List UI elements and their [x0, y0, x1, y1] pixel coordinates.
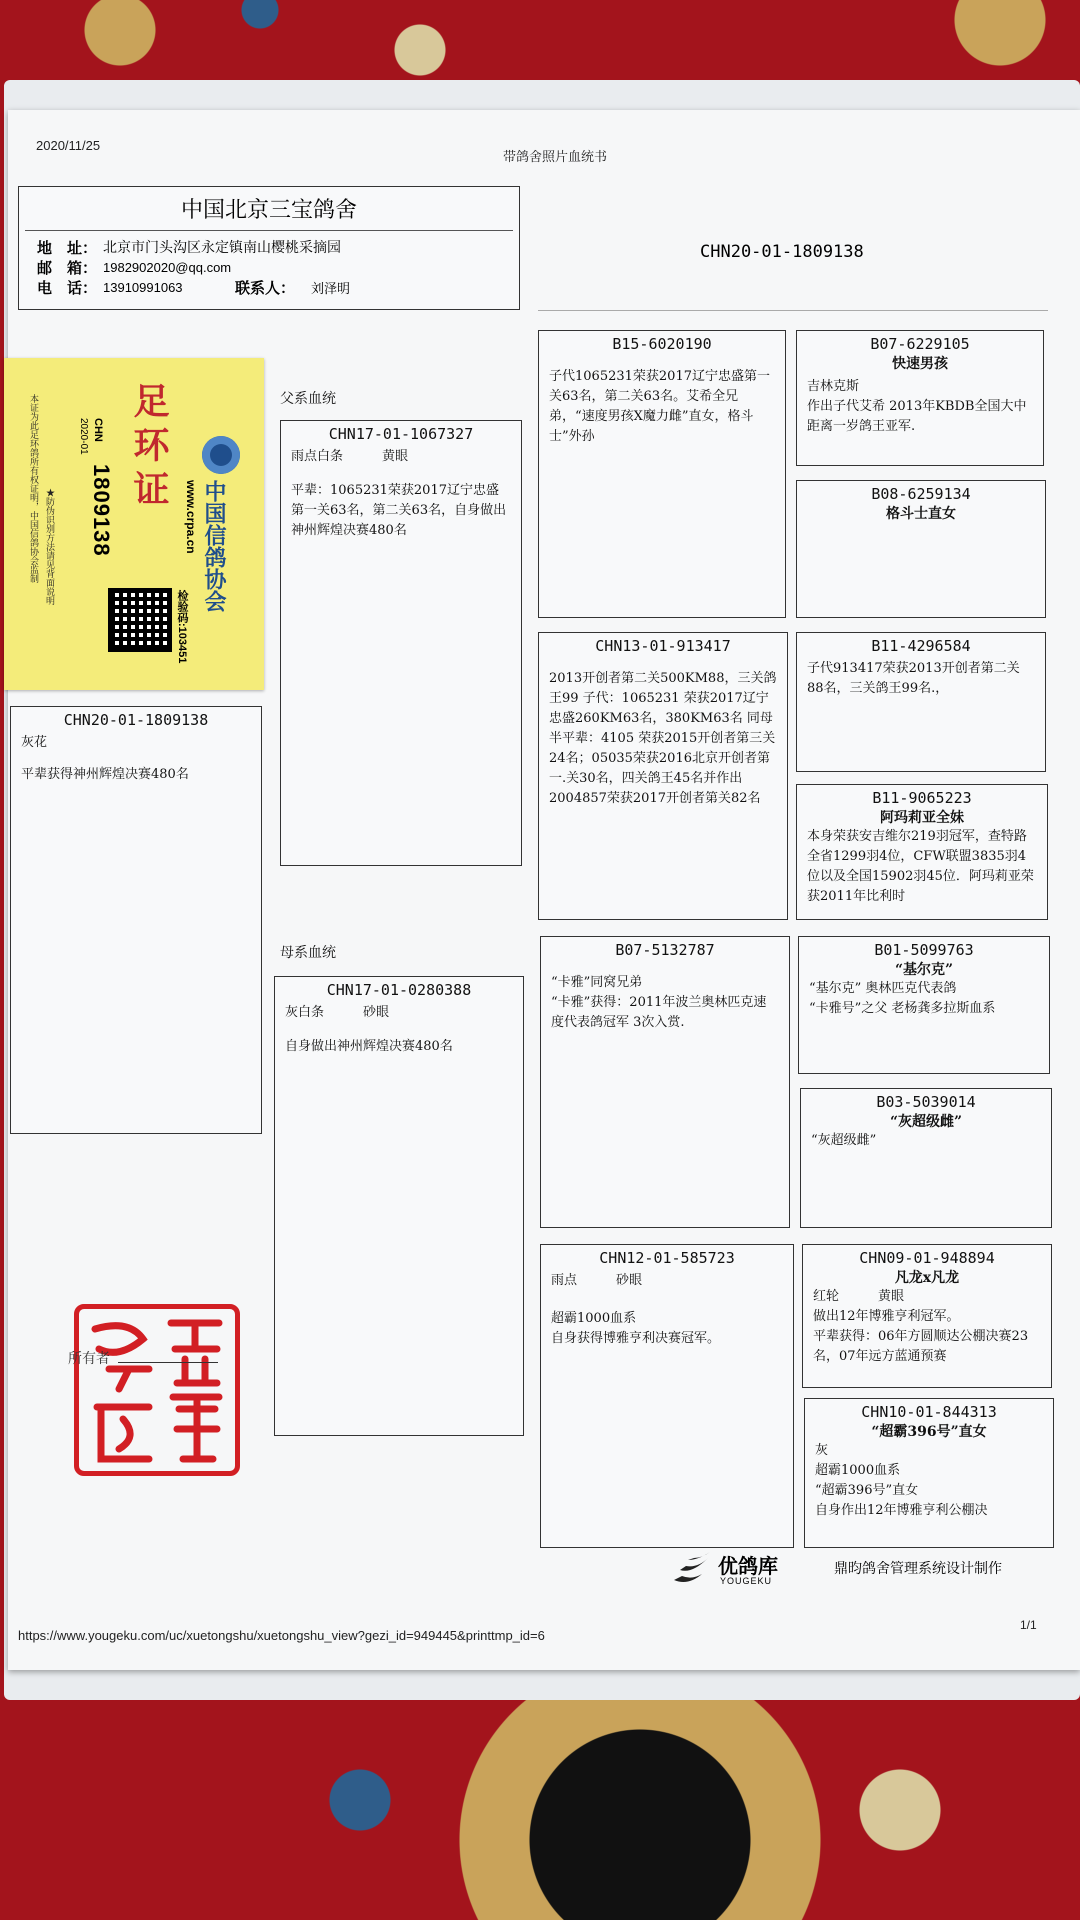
ring-prefix: CHN	[92, 418, 104, 442]
great-grandparent-name: 格斗士直女	[886, 506, 956, 522]
great-grandparent-text: 吉林克斯 作出子代艾希 2013年KBDB全国大中距离一岁鸽王亚军.	[807, 379, 1027, 434]
header-divider	[538, 310, 1048, 311]
source-url: https://www.yougeku.com/uc/xuetongshu/xuetongshu_view?gezi_id=949445&printtmp_id=6	[18, 1628, 545, 1643]
red-tablecloth-bottom	[0, 1690, 1080, 1920]
great-grandparent-name: 快速男孩	[892, 356, 948, 372]
ring-note-1: 本证为此足环鸽所有权证明，中国信鸽协会监制	[28, 394, 38, 583]
owner-label: 所有者	[68, 1351, 110, 1367]
subject-id: CHN20-01-1809138	[63, 711, 209, 729]
grandparent-box-2	[538, 632, 788, 920]
brand-name: 优鸽库	[718, 1554, 778, 1578]
great-grandparent-id: B01-5099763	[874, 941, 974, 959]
document-title: 带鸽舍照片血统书	[503, 149, 608, 164]
great-grandparent-id: B03-5039014	[876, 1093, 976, 1111]
print-date: 2020/11/25	[36, 138, 101, 153]
great-grandparent-name: 阿玛莉亚全妹	[880, 810, 964, 826]
ring-certificate-card	[4, 358, 264, 690]
phone-row	[19, 277, 519, 297]
dam-line-label: 母系血统	[280, 945, 336, 961]
great-grandparent-text: 红轮 黄眼 做出12年博雅亨利冠军。 平辈获得：06年方圆顺达公棚决赛23名，07年远方蓝通预赛	[813, 1289, 1029, 1364]
ring-note-2: ★防伪识别方法请见背面说明	[44, 488, 54, 605]
great-grandparent-text: “灰超级雌”	[811, 1133, 877, 1148]
grandparent-text: 子代1065231荣获2017辽宁忠盛第一关63名，第二关63名。艾希全兄弟，“速度男孩X魔力雌”直女，格斗士”外孙	[549, 369, 770, 444]
main-pigeon-id: CHN20-01-1809138	[700, 242, 864, 262]
loft-info-box	[18, 186, 520, 310]
phone-label: 电 话：	[37, 278, 98, 297]
grandparent-id: CHN12-01-585723	[599, 1249, 735, 1267]
great-grandparent-box-5	[798, 936, 1050, 1074]
ring-number: 1809138	[89, 464, 114, 557]
org-website: www.crpa.cn	[184, 480, 198, 554]
great-grandparent-name: “基尔克”	[894, 962, 954, 978]
great-grandparent-box-8	[804, 1398, 1054, 1548]
email-label: 邮 箱：	[37, 258, 98, 277]
subject-pigeon-box	[10, 706, 262, 1134]
great-grandparent-box-2	[796, 480, 1046, 618]
grandparent-id: B07-5132787	[615, 941, 715, 959]
pedigree-paper	[8, 110, 1080, 1670]
great-grandparent-text	[797, 523, 1045, 531]
grandparent-box-4	[540, 1244, 794, 1548]
contact-value: 刘泽明	[311, 281, 351, 297]
email-row	[19, 257, 519, 277]
grandparent-color: 雨点 砂眼	[551, 1273, 643, 1288]
yougeku-logo-icon	[668, 1550, 714, 1590]
ring-year: 2020-01	[78, 418, 89, 455]
grandparent-id: CHN13-01-913417	[595, 637, 731, 655]
seal-glyphs	[79, 1309, 235, 1471]
great-grandparent-text: 子代913417荣获2013开创者第二关88名，三关鸽王99名.，	[807, 661, 1020, 696]
subject-color: 灰花	[21, 735, 48, 750]
loft-seal	[74, 1304, 240, 1476]
page-number: 1/1	[1020, 1618, 1037, 1632]
dam-id: CHN17-01-0280388	[326, 981, 472, 999]
great-grandparent-id: B08-6259134	[871, 485, 971, 503]
great-grandparent-box-1	[796, 330, 1044, 466]
maker-credit: 鼎昀鸽舍管理系统设计制作	[834, 1561, 1002, 1577]
great-grandparent-id: B11-9065223	[872, 789, 972, 807]
great-grandparent-name: “灰超级雌”	[889, 1114, 963, 1130]
address-value: 北京市门头沟区永定镇南山樱桃采摘园	[103, 240, 341, 256]
great-grandparent-box-3	[796, 632, 1046, 772]
dam-box	[274, 976, 524, 1436]
great-grandparent-box-6	[800, 1088, 1052, 1228]
dam-text: 自身做出神州辉煌决赛480名	[285, 1039, 453, 1054]
sire-line-label: 父系血统	[280, 391, 336, 407]
ring-serial: 检验码:103451	[176, 590, 188, 664]
owner-signature-line	[118, 1362, 218, 1363]
great-grandparent-text: “基尔克” 奥林匹克代表鸽 “卡雅号”之父 老杨龚多拉斯血系	[809, 981, 996, 1016]
email-value: 1982902020@qq.com	[103, 259, 232, 275]
grandparent-text: 超霸1000血系 自身获得博雅亨利决赛冠军。	[551, 1311, 721, 1346]
qr-code-icon	[108, 588, 172, 652]
subject-text: 平辈获得神州辉煌决赛480名	[21, 767, 189, 782]
grandparent-box-3	[540, 936, 790, 1228]
great-grandparent-name: 凡龙x凡龙	[894, 1270, 960, 1286]
grandparent-box-1	[538, 330, 786, 618]
address-row	[19, 237, 519, 257]
great-grandparent-id: CHN10-01-844313	[861, 1403, 997, 1421]
great-grandparent-text: 灰 超霸1000血系 “超霸396号”直女 自身作出12年博雅亨利公棚决	[815, 1443, 988, 1518]
dam-color: 灰白条 砂眼	[285, 1005, 390, 1020]
contact-label: 联系人：	[235, 278, 296, 297]
org-name: 中国信鸽协会	[201, 480, 226, 612]
great-grandparent-text: 本身荣获安吉维尔219羽冠军，查特路全省1299羽4位，CFW联盟3835羽4位以及全国15902羽45位．阿玛莉亚荣获2011年比利时	[807, 829, 1034, 904]
phone-value: 13910991063	[103, 279, 183, 295]
sire-box	[280, 420, 522, 866]
brand-name-en: YOUGEKU	[720, 1576, 773, 1586]
sire-id: CHN17-01-1067327	[328, 425, 474, 443]
grandparent-text: 2013开创者第二关500KM88，三关鸽王99 子代：1065231 荣获2017辽宁忠盛260KM63名，380KM63名 同母半平辈：4105 荣获2015开创者第三关24名；05035荣获2016北京开创者第一.关30名，四关鸽王45名并作出2004857荣获2017开创者第关82名	[549, 671, 777, 806]
great-grandparent-id: CHN09-01-948894	[859, 1249, 995, 1267]
sire-text: 平辈：1065231荣获2017辽宁忠盛第一关63名，第二关63名，自身做出神州辉煌决赛480名	[291, 483, 507, 538]
great-grandparent-id: B07-6229105	[870, 335, 970, 353]
grandparent-id: B15-6020190	[612, 335, 712, 353]
great-grandparent-box-7	[802, 1244, 1052, 1388]
ring-card-title: 足环证	[128, 382, 170, 514]
great-grandparent-box-4	[796, 784, 1048, 920]
great-grandparent-id: B11-4296584	[871, 637, 971, 655]
crpa-logo-icon	[202, 436, 240, 474]
address-label: 地 址：	[37, 238, 98, 257]
great-grandparent-name: “超霸396号”直女	[871, 1424, 987, 1440]
grandparent-text: “卡雅”同窝兄弟 “卡雅”获得：2011年波兰奥林匹克速度代表鸽冠军 3次入赏.	[551, 975, 767, 1030]
loft-name: 中国北京三宝鸽舍	[180, 198, 357, 223]
sire-color: 雨点白条 黄眼	[291, 449, 409, 464]
